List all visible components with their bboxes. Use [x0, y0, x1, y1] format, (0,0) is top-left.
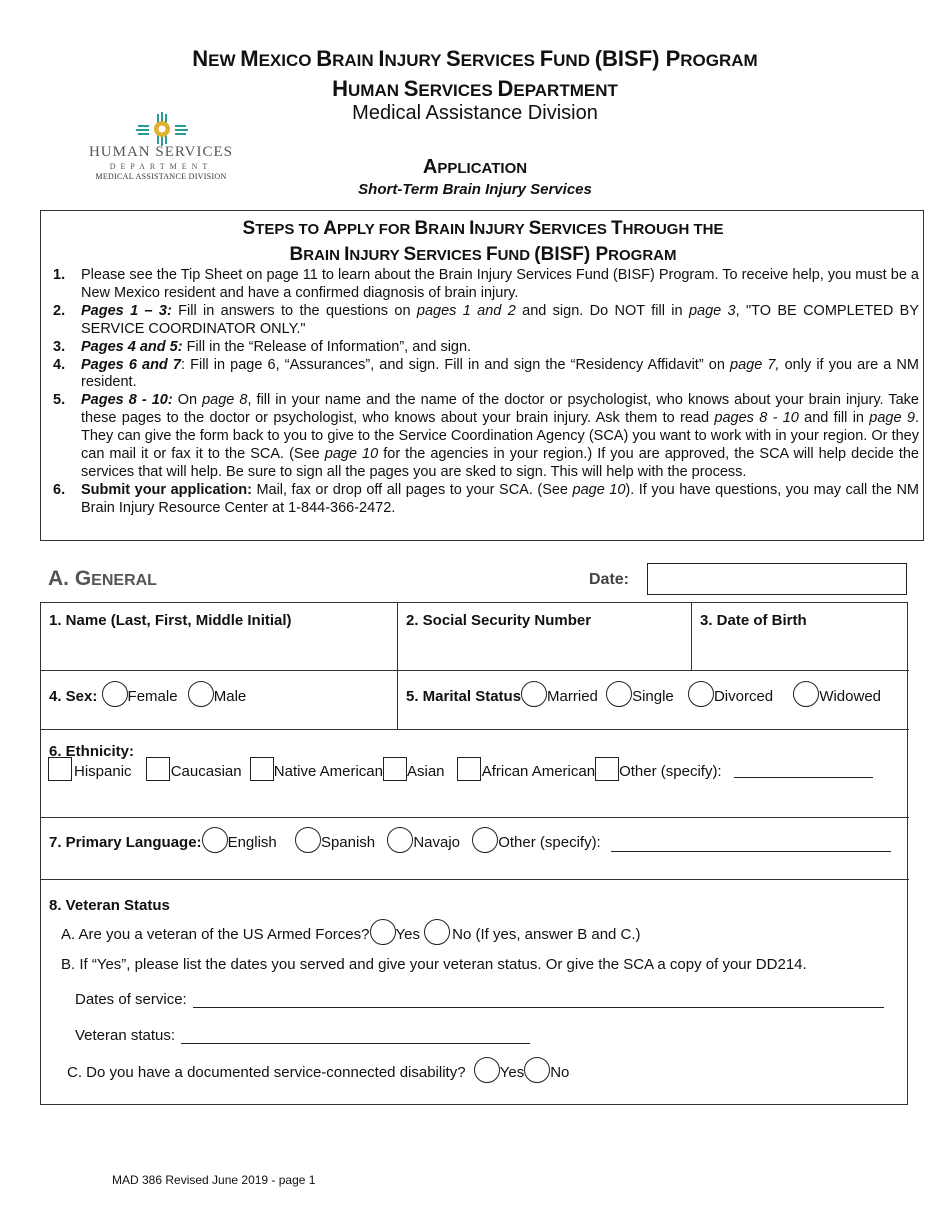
vet-a-no-radio[interactable]: [424, 919, 450, 945]
heading-cap: B: [289, 244, 304, 265]
heading-rest: UMAN: [348, 81, 404, 100]
heading-rest: ERVICES: [416, 247, 486, 264]
application-title: [0, 156, 950, 179]
eth-other-specify-field[interactable]: [734, 777, 873, 778]
vet-c-yes-label: Yes: [499, 1063, 525, 1081]
heading-cap: I: [469, 218, 475, 239]
heading-rest: NJURY: [474, 221, 529, 238]
heading-rest: NJURY: [384, 51, 446, 70]
sex-label: 4. Sex:: [49, 687, 98, 705]
heading-cap: P: [595, 244, 609, 265]
heading-rest: RAIN: [332, 51, 379, 70]
vet-c-no-label: No: [550, 1063, 570, 1081]
heading-cap: S: [445, 46, 461, 71]
marital-married-radio[interactable]: [521, 681, 547, 707]
vet-a-no-label: No (If yes, answer B and C.): [452, 925, 641, 943]
step-text: pages 8 - 10: [714, 410, 799, 427]
step-text: and sign. Do NOT fill in: [515, 302, 689, 319]
ssn-label: 2. Social Security Number: [406, 612, 592, 629]
heading-rest: PPLY FOR: [337, 221, 415, 238]
heading-rest: RAIN: [303, 247, 345, 264]
step-number: 6.: [53, 481, 66, 498]
step-text: Please see the Tip Sheet on page 11 to learn about the Brain Injury Services Fund (BISF) Program. To receive help, you must be a New Mexico resident and have a confirmed diagnosis of brain injury.: [81, 267, 919, 301]
sex-group: [49, 685, 246, 707]
heading-cap: H: [332, 76, 348, 101]
heading-cap: S: [403, 76, 419, 101]
eth-caucasian-checkbox[interactable]: [146, 757, 170, 781]
marital-single-radio[interactable]: [606, 681, 632, 707]
vet-a-question: A. Are you a veteran of the US Armed Forces?: [61, 925, 370, 943]
lang-other-specify-field[interactable]: [611, 851, 891, 852]
date-field[interactable]: [647, 563, 907, 595]
step-text: pages 1 and 2: [416, 302, 516, 319]
vet-c-question: C. Do you have a documented service-connected disability?: [67, 1063, 466, 1081]
step-number: 3.: [53, 338, 66, 355]
lang-english-label: English: [227, 833, 277, 851]
steps-list: [51, 267, 919, 518]
eth-other-label: Other (specify):: [619, 762, 722, 780]
ethnicity-label: 6. Ethnicity:: [49, 743, 135, 760]
heading-cap: D: [497, 76, 514, 101]
marital-divorced-radio[interactable]: [688, 681, 714, 707]
step-text: page 7,: [730, 356, 780, 373]
heading-rest: EPARTMENT: [513, 81, 618, 100]
step-text: Pages 6 and 7: [81, 356, 181, 373]
vet-a-yes-label: Yes: [395, 925, 420, 943]
logo-name: HUMAN SERVICES: [88, 144, 234, 160]
eth-caucasian-label: Caucasian: [170, 762, 242, 780]
eth-african-checkbox[interactable]: [457, 757, 481, 781]
eth-asian-checkbox[interactable]: [383, 757, 407, 781]
step-text: : Fill in page 6, “Assurances”, and sign. Fill in and sign the “Residency Affidavit” on: [180, 356, 731, 373]
row-divider: [41, 817, 909, 818]
ethnicity-group: [48, 761, 722, 781]
marital-married-label: Married: [547, 687, 598, 705]
step-text: , "TO BE COMPLETED BY SERVICE COORDINATOR ONLY.": [81, 302, 920, 337]
division-title: Medical Assistance Division: [352, 102, 598, 124]
step-item: [51, 482, 919, 518]
lang-english-radio[interactable]: [202, 827, 228, 853]
marital-widowed-radio[interactable]: [793, 681, 819, 707]
heading-rest: NJURY: [349, 247, 404, 264]
vet-b-text: B. If “Yes”, please list the dates you served and give your veteran status. Or give the SCA a copy of your DD214.: [61, 956, 807, 973]
eth-native-label: Native American: [273, 762, 383, 780]
application-title-cap: A: [422, 156, 438, 178]
marital-widowed-label: Widowed: [819, 687, 882, 705]
program-title: [0, 46, 950, 72]
lang-spanish-label: Spanish: [320, 833, 376, 851]
step-text: page 8: [202, 392, 248, 409]
step-text: Submit your application:: [81, 481, 252, 498]
lang-navajo-radio[interactable]: [387, 827, 413, 853]
row-divider: [41, 879, 909, 880]
dob-field[interactable]: [692, 604, 908, 669]
heading-cap: P: [665, 46, 681, 71]
application-subtitle: Short-Term Brain Injury Services: [358, 181, 592, 198]
lang-other-label: Other (specify):: [498, 833, 601, 851]
heading-cap: A: [323, 218, 338, 239]
marital-label: 5. Marital Status: [406, 687, 522, 705]
heading-rest: HROUGH THE: [622, 221, 724, 238]
ssn-field[interactable]: [398, 604, 690, 669]
vet-c-group: [67, 1061, 569, 1083]
dates-of-service-label: Dates of service:: [75, 991, 187, 1008]
veteran-label: 8. Veteran Status: [49, 897, 170, 914]
department-title: [0, 76, 950, 102]
heading-cap: S: [403, 244, 417, 265]
step-text: and fill in: [798, 410, 870, 427]
heading-rest: ERVICES: [460, 51, 540, 70]
step-text: , fill in your name and the name of the doctor or psychologist, who knows about your brain injury. Take these pages to the doctor or psychologist, who knows about your brain injury. Ask them to read: [81, 392, 919, 427]
logo-department: DEPARTMENT: [109, 162, 213, 171]
application-title-rest: PPLICATION: [437, 160, 528, 177]
heading-rest: ERVICES: [418, 81, 498, 100]
step-text: Fill in answers to the questions on: [171, 302, 417, 319]
eth-other-checkbox[interactable]: [595, 757, 619, 781]
name-label: 1. Name (Last, First, Middle Initial): [49, 612, 292, 629]
step-text: . They can give the form back to you to give to the Service Coordination Agency (SCA) you want to work with in your region. Or they can mail it or fax it to the SCA. (See: [81, 410, 919, 463]
heading-cap: M: [240, 46, 259, 71]
heading-cap: N: [192, 46, 209, 71]
eth-native-checkbox[interactable]: [250, 757, 274, 781]
step-text: Mail, fax or drop off all pages to your SCA. (See: [251, 481, 573, 498]
section-a-title-rest: ENERAL: [91, 572, 157, 589]
sex-female-label: Female: [127, 687, 178, 705]
step-text: Pages 1 – 3:: [81, 302, 172, 319]
step-number: 4.: [53, 356, 66, 373]
step-text: page 10: [324, 446, 379, 463]
heading-cap: (BISF): [594, 46, 666, 71]
heading-rest: UND: [553, 51, 595, 70]
sex-male-radio[interactable]: [188, 681, 214, 707]
heading-cap: F: [539, 46, 554, 71]
lang-spanish-radio[interactable]: [295, 827, 321, 853]
heading-rest: EXICO: [258, 51, 317, 70]
step-item: [51, 339, 919, 357]
eth-hispanic-label: Hispanic: [74, 762, 132, 780]
veteran-status-label: Veteran status:: [75, 1027, 176, 1044]
heading-rest: RAIN: [428, 221, 470, 238]
step-number: 5.: [53, 392, 66, 409]
name-field[interactable]: [42, 604, 396, 669]
eth-hispanic-checkbox[interactable]: [48, 757, 72, 781]
step-item: [51, 267, 919, 303]
vet-c-no-radio[interactable]: [524, 1057, 550, 1083]
heading-rest: ROGRAM: [608, 247, 677, 264]
marital-divorced-label: Divorced: [713, 687, 774, 705]
step-item: [51, 392, 919, 482]
logo-division: MEDICAL ASSISTANCE DIVISION: [95, 172, 227, 181]
lang-other-radio[interactable]: [472, 827, 498, 853]
step-item: [51, 303, 919, 339]
section-a-title-cap: A. G: [48, 567, 92, 590]
eth-asian-label: Asian: [406, 762, 445, 780]
lang-navajo-label: Navajo: [413, 833, 461, 851]
zia-sun-icon: [80, 112, 242, 146]
heading-cap: B: [316, 46, 333, 71]
step-number: 2.: [53, 302, 66, 319]
step-number: 1.: [53, 267, 66, 283]
eth-african-label: African American: [481, 762, 596, 780]
vet-a-yes-radio[interactable]: [370, 919, 396, 945]
heading-cap: (BISF): [534, 244, 596, 265]
step-text: Pages 4 and 5:: [81, 338, 183, 355]
step-text: On: [172, 392, 203, 409]
language-label: 7. Primary Language:: [49, 833, 202, 851]
steps-box: [40, 210, 924, 541]
step-text: only if you are a NM resident.: [81, 356, 919, 391]
step-text: Fill in the “Release of Information”, and sign.: [182, 338, 472, 355]
language-group: [49, 831, 601, 853]
heading-rest: ROGRAM: [680, 51, 758, 70]
sex-male-label: Male: [213, 687, 247, 705]
heading-cap: T: [611, 218, 623, 239]
sex-female-radio[interactable]: [102, 681, 128, 707]
step-text: page 10: [572, 481, 626, 498]
row-divider: [41, 670, 909, 671]
steps-title-line2: [41, 244, 925, 266]
step-item: [51, 357, 919, 393]
dates-of-service-field[interactable]: [193, 1007, 884, 1008]
page-footer: MAD 386 Revised June 2019 - page 1: [112, 1173, 316, 1187]
marital-group: [406, 685, 881, 707]
step-text: ). If you have questions, you may call the NM Brain Injury Resource Center at 1-844-366-2472.: [81, 481, 919, 516]
heading-rest: EW: [208, 51, 241, 70]
heading-rest: TEPS TO: [255, 221, 324, 238]
vet-c-yes-radio[interactable]: [474, 1057, 500, 1083]
heading-cap: B: [414, 218, 429, 239]
heading-cap: S: [528, 218, 542, 239]
step-text: page 9: [869, 410, 915, 427]
veteran-status-field[interactable]: [181, 1043, 530, 1044]
heading-cap: F: [485, 244, 498, 265]
heading-rest: ERVICES: [541, 221, 612, 238]
heading-cap: I: [344, 244, 350, 265]
general-form: [40, 602, 908, 1105]
vet-a-group: [61, 923, 641, 945]
step-text: for the agencies in your region.) If you are approved, the SCA will help decide the services that will help. Be sure to sign all the pages you are sked to sign. This will help with the process.: [81, 446, 919, 480]
heading-cap: I: [378, 46, 385, 71]
dob-label: 3. Date of Birth: [700, 612, 807, 629]
heading-cap: S: [242, 218, 256, 239]
heading-rest: UND: [497, 247, 535, 264]
step-text: page 3: [688, 302, 736, 319]
marital-single-label: Single: [632, 687, 674, 705]
date-label: Date:: [589, 571, 630, 588]
row-divider: [41, 729, 909, 730]
steps-title-line1: [41, 218, 925, 240]
step-text: Pages 8 - 10:: [81, 392, 173, 409]
section-a-title: [48, 567, 157, 591]
